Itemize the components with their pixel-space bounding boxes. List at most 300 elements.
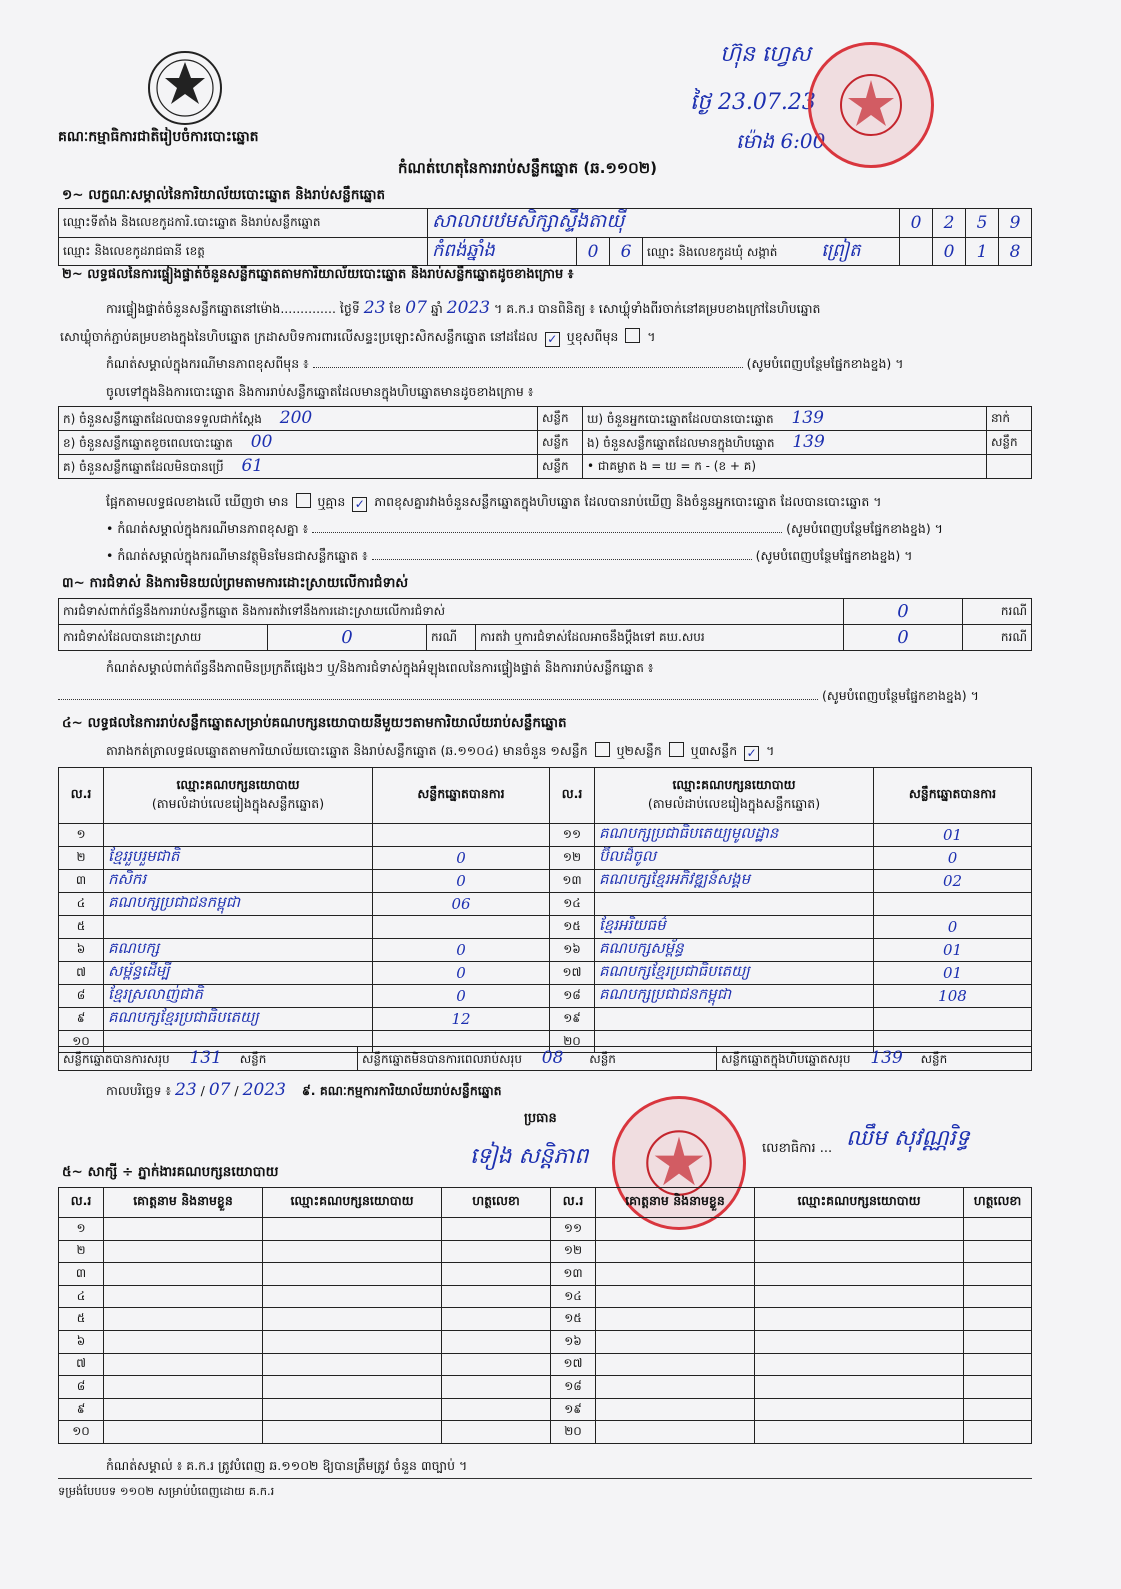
discrepancy-c: ភាពខុសគ្នារវាងចំនួនសន្លឹកឆ្នោតក្នុងហិបឆ្នោត ដែលបានរាប់ឃើញ និងចំនួនអ្នកបោះឆ្នោត ដែលបានបោះឆ្នោត ។ — [374, 494, 882, 509]
voters-label — [583, 407, 987, 431]
chair-signature: ទៀង សន្តិភាព — [470, 1144, 589, 1169]
witness-name[interactable] — [104, 1353, 263, 1376]
witness-no: ១៨ — [551, 1376, 596, 1399]
party-name: ខ្មែររួបរួមជាតិ — [104, 847, 373, 870]
party-result-row — [59, 870, 1032, 893]
witness-signature[interactable] — [442, 1330, 551, 1353]
voters-unit: នាក់ — [987, 407, 1032, 431]
verify-line-1 — [106, 298, 820, 320]
no-discrepancy-checkbox[interactable]: ✓ — [352, 497, 367, 512]
unused-unit: សន្លឹក — [538, 455, 583, 479]
bullet-difference-tail: (សូមបំពេញបន្ថែមផ្នែកខាងខ្នង) ។ — [786, 521, 943, 536]
witness-name[interactable] — [104, 1398, 263, 1421]
witness-no: ១០ — [59, 1421, 104, 1444]
witness-party[interactable] — [263, 1240, 442, 1263]
bullet-nonballot-tail: (សូមបំពេញបន្ថែមផ្នែកខាងខ្នង) ។ — [755, 548, 913, 563]
difference-note-label: កំណត់សម្គាល់ក្នុងករណីមានភាពខុសពីមុន ៖ — [106, 356, 309, 371]
col-party-left — [104, 768, 373, 824]
bullet-difference-text: • កំណត់សម្គាល់ក្នុងករណីមានភាពខុសគ្នា ៖ — [106, 521, 309, 536]
witness-party[interactable] — [263, 1421, 442, 1444]
witness-name[interactable] — [104, 1308, 263, 1331]
location-code-4: 9 — [999, 209, 1032, 238]
w-col-no-left: ល.រ — [59, 1188, 104, 1218]
spoiled-label-text: ខ) ចំនួនសន្លឹកឆ្នោតខូចពេលបោះឆ្នោត — [63, 436, 233, 450]
party-votes: 0 — [874, 916, 1032, 939]
discrepancy-a: ផ្អែកតាមលទ្ធផលខាងលើ ឃើញថា មាន — [106, 494, 289, 509]
total-box-label: សន្លឹកឆ្នោតក្នុងហិបឆ្នោតសរុប — [721, 1052, 851, 1066]
footer-form-ref: ទម្រង់បែបបទ ១១០២ សម្រាប់បំពេញដោយ គ.ក.រ — [58, 1484, 275, 1498]
formula-unit — [987, 455, 1032, 479]
w-col-sign-left: ហត្ថលេខា — [442, 1188, 551, 1218]
witness-party[interactable] — [755, 1421, 964, 1444]
appeal-value: 0 — [844, 625, 963, 651]
irregularity-tail: (សូមបំពេញបន្ថែមផ្នែកខាងខ្នង) ។ — [821, 688, 979, 703]
location-code-1: 0 — [900, 209, 933, 238]
verify-line-1-a: ការផ្ទៀងផ្ទាត់ចំនួនសន្លឹកឆ្នោតនៅម៉ោង.............. ថ្ងៃទី — [106, 301, 360, 316]
witness-party[interactable] — [263, 1285, 442, 1308]
party-no: ៥ — [59, 916, 104, 939]
tally-sheet-b: ឬ២សន្លឹក — [616, 743, 662, 758]
verify-day: 23 — [363, 298, 386, 318]
party-result-row — [59, 985, 1032, 1008]
witness-no: ៩ — [59, 1398, 104, 1421]
section5-title: ៥~ សាក្សី ÷ ភ្នាក់ងារគណបក្សនយោបាយ — [62, 1164, 279, 1180]
witness-no: ២០ — [551, 1421, 596, 1444]
party-no: ២ — [59, 847, 104, 870]
witness-party[interactable] — [755, 1240, 964, 1263]
witness-row — [59, 1285, 1032, 1308]
witness-row — [59, 1421, 1032, 1444]
in-box-label-text: ង) ចំនួនសន្លឹកឆ្នោតដែលមានក្នុងហិបឆ្នោត — [587, 436, 775, 450]
witness-no: ១៧ — [551, 1353, 596, 1376]
one-sheet-checkbox[interactable] — [595, 742, 610, 757]
party-no: ១១ — [550, 824, 595, 847]
col-party-right — [595, 768, 874, 824]
party-results-table — [58, 767, 1032, 1053]
party-name: កសិករ — [104, 870, 373, 893]
unused-label-text: គ) ចំនួនសន្លឹកឆ្នោតដែលមិនបានប្រើ — [63, 460, 224, 474]
witness-party[interactable] — [263, 1330, 442, 1353]
verify-line-2: សោឃ្លុំចាក់ភ្ជាប់គម្របខាងក្នុងនៃហិបឆ្នោត ក្រដាសបិទការពារលើសន្ទះប្រឡោះសិកសន្លឹកឆ្នោត នៅដដែល ✓ ឬខុសពីមុន ។ — [60, 329, 656, 346]
verify-line-1-d: ។ គ.ក.រ បានពិនិត្យ ៖ សោឃ្លុំទាំងពីរចាក់នៅគម្របខាងក្រៅនៃហិបឆ្នោត — [494, 301, 821, 316]
party-no: ១៧ — [550, 962, 595, 985]
witness-party[interactable] — [755, 1330, 964, 1353]
date-label: កាលបរិច្ឆេទ ៖ — [106, 1083, 172, 1098]
spoiled-label — [59, 431, 538, 455]
resolved-unit: ករណី — [427, 625, 476, 651]
tally-sheet-text: តារាងកត់ត្រាលទ្ធផលឆ្នោតតាមការិយាល័យបោះឆ្នោត និងរាប់សន្លឹកឆ្នោត (ឆ.១១០៤) មានចំនួន ១សន្លឹក — [106, 743, 588, 758]
party-name: គណបក្សប្រជាធិបតេយ្យមូលដ្ឋាន — [595, 824, 874, 847]
party-no: ១៩ — [550, 1008, 595, 1031]
witness-no: ៥ — [59, 1308, 104, 1331]
witness-row — [59, 1330, 1032, 1353]
party-votes — [874, 1008, 1032, 1031]
province-code-1: 0 — [577, 238, 610, 266]
col-party-left-sub: (តាមលំដាប់លេខរៀងក្នុងសន្លឹកឆ្នោត) — [151, 795, 325, 811]
party-name: គណបក្សខ្មែរប្រជាធិបតេយ្យ — [595, 962, 874, 985]
location-code-3: 5 — [966, 209, 999, 238]
objection-value: 0 — [844, 599, 963, 625]
col-votes-left: សន្លឹកឆ្នោតបានការ — [373, 768, 550, 824]
party-result-row — [59, 916, 1032, 939]
witness-signature[interactable] — [442, 1421, 551, 1444]
objection-label: ការជំទាស់ពាក់ព័ន្ធនឹងការរាប់សន្លឹកឆ្នោត និងការតវ៉ាទៅនឹងការដោះស្រាយលើការជំទាស់ — [59, 599, 844, 625]
witness-row — [59, 1353, 1032, 1376]
verify-line-1-c: ឆ្នាំ — [430, 301, 443, 316]
commune-code-3: 8 — [999, 238, 1032, 266]
total-valid-label: សន្លឹកឆ្នោតបានការសរុប — [63, 1052, 170, 1066]
bullet-nonballot-dots — [372, 559, 752, 560]
witness-name[interactable] — [596, 1421, 755, 1444]
bullet-nonballot — [106, 548, 912, 567]
witness-signature[interactable] — [442, 1218, 551, 1241]
received-unit: សន្លឹក — [538, 407, 583, 431]
ballot-intro-line: ចូលទៅក្នុងនិងការបោះឆ្នោត និងការរាប់សន្លឹកឆ្នោតដែលមានក្នុងហិបឆ្នោតមានដូចខាងក្រោម ៖ — [106, 384, 534, 399]
party-no: ១២ — [550, 847, 595, 870]
witness-party[interactable] — [263, 1353, 442, 1376]
difference-note-dots — [313, 367, 743, 368]
bullet-difference — [106, 521, 943, 540]
difference-note-tail: (សូមបំពេញបន្ថែមផ្នែកខាងខ្នង) ។ — [746, 356, 904, 371]
location-value: សាលាបឋមសិក្សាស្ទឹងតាយ៉ី — [428, 209, 900, 238]
irregularity-dots-line — [58, 688, 979, 707]
voters-value: 139 — [791, 408, 824, 428]
party-no: ៩ — [59, 1008, 104, 1031]
appeal-label: ការតវ៉ា ឬការជំទាស់ដែលអាចនឹងប្តឹងទៅ គឃ.សបរ — [476, 625, 844, 651]
witness-name[interactable] — [596, 1308, 755, 1331]
province-code-2: 6 — [610, 238, 643, 266]
witness-party[interactable] — [263, 1376, 442, 1399]
province-label: ឈ្មោះ និងលេខកូដរាជធានី ខេត្ត — [59, 238, 428, 266]
nec-logo — [145, 48, 225, 128]
witness-party[interactable] — [263, 1398, 442, 1421]
witness-rows — [59, 1218, 1032, 1444]
witness-name[interactable] — [104, 1285, 263, 1308]
party-votes: 0 — [373, 939, 550, 962]
w-col-party-right: ឈ្មោះគណបក្សនយោបាយ — [755, 1188, 964, 1218]
party-name: គណបក្សប្រជាជនកម្ពុជា — [595, 985, 874, 1008]
official-stamp-top — [808, 42, 934, 168]
unused-value: 61 — [241, 456, 264, 476]
witness-table — [58, 1187, 1032, 1444]
irregularity-note: កំណត់សម្គាល់ពាក់ព័ន្ធនឹងភាពមិនប្រក្រតីផ្សេងៗ ឬ/និងការជំទាស់ក្នុងអំឡុងពេលនៃការផ្ទៀងផ្ទាត់ និងការរាប់សន្លឹកឆ្នោត ៖ — [106, 660, 654, 675]
party-name: គណបក្សប្រជាជនកម្ពុជា — [104, 893, 373, 916]
section1-table — [58, 208, 1032, 266]
party-no: ១៦ — [550, 939, 595, 962]
party-result-row — [59, 962, 1032, 985]
party-votes: 12 — [373, 1008, 550, 1031]
witness-signature[interactable] — [964, 1218, 1032, 1241]
in-box-unit: សន្លឹក — [987, 431, 1032, 455]
witness-no: ៤ — [59, 1285, 104, 1308]
party-result-row — [59, 824, 1032, 847]
party-no: ២០ — [550, 1031, 595, 1053]
org-name: គណៈកម្មាធិការជាតិរៀបចំការបោះឆ្នោត — [58, 129, 259, 145]
witness-name[interactable] — [596, 1330, 755, 1353]
objection-unit: ករណី — [963, 599, 1032, 625]
witness-name[interactable] — [104, 1240, 263, 1263]
verify-line-2-text: សោឃ្លុំចាក់ភ្ជាប់គម្របខាងក្នុងនៃហិបឆ្នោត ក្រដាសបិទការពារលើសន្ទះប្រឡោះសិកសន្លឹកឆ្នោត នៅដដែល — [60, 329, 538, 344]
witness-party[interactable] — [263, 1308, 442, 1331]
received-label — [59, 407, 538, 431]
witness-party[interactable] — [263, 1218, 442, 1241]
party-votes — [373, 916, 550, 939]
party-name — [104, 916, 373, 939]
total-valid-cell — [59, 1047, 358, 1071]
party-votes: 0 — [874, 847, 1032, 870]
secretary-label: លេខាធិការ ... — [762, 1141, 833, 1156]
party-name — [595, 893, 874, 916]
total-box-value: 139 — [870, 1048, 903, 1068]
party-votes: 0 — [373, 870, 550, 893]
total-invalid-unit: សន្លឹក — [589, 1052, 616, 1066]
party-votes — [373, 824, 550, 847]
party-name: គណបក្សខ្មែរអភិវឌ្ឍន៍សង្គម — [595, 870, 874, 893]
top-note-1: ហ៊ុន ហ្វេស — [720, 42, 811, 67]
verify-line-1-b: ខែ — [389, 301, 402, 316]
witness-name[interactable] — [104, 1330, 263, 1353]
difference-note-line — [106, 356, 1030, 375]
witness-no: ៣ — [59, 1263, 104, 1286]
witness-signature[interactable] — [964, 1398, 1032, 1421]
witness-row — [59, 1263, 1032, 1286]
witness-name[interactable] — [104, 1218, 263, 1241]
w-col-no-right: ល.រ — [551, 1188, 596, 1218]
total-valid-value: 131 — [189, 1048, 222, 1068]
witness-party[interactable] — [755, 1308, 964, 1331]
party-votes — [874, 893, 1032, 916]
party-no: ៦ — [59, 939, 104, 962]
emblem-icon — [145, 48, 225, 128]
witness-name[interactable] — [596, 1218, 755, 1241]
witness-signature[interactable] — [964, 1330, 1032, 1353]
col-votes-right: សន្លឹកឆ្នោតបានការ — [874, 768, 1032, 824]
witness-party[interactable] — [755, 1353, 964, 1376]
witness-name[interactable] — [596, 1240, 755, 1263]
witness-name[interactable] — [596, 1285, 755, 1308]
date-line: កាលបរិច្ឆេទ ៖ 23 / 07 / 2023 ៩. គណៈកម្មការការិយាល័យរាប់សន្លឹកឆ្នោត — [106, 1080, 502, 1100]
w-col-party-left: ឈ្មោះគណបក្សនយោបាយ — [263, 1188, 442, 1218]
w-col-name-right: គោត្តនាម និងនាមខ្លួន — [596, 1188, 755, 1218]
party-result-row — [59, 847, 1032, 870]
commune-label-text: ឈ្មោះ និងលេខកូដឃុំ សង្កាត់ — [647, 245, 778, 259]
witness-signature[interactable] — [964, 1421, 1032, 1444]
col-party-left-title: ឈ្មោះគណបក្សនយោបាយ — [176, 776, 300, 792]
voters-label-text: ឃ) ចំនួនអ្នកបោះឆ្នោតដែលបានបោះឆ្នោត — [587, 412, 774, 426]
party-no: ៣ — [59, 870, 104, 893]
top-note-2: ថ្ងៃ 23.07.23 — [690, 90, 816, 115]
witness-signature[interactable] — [964, 1240, 1032, 1263]
witness-no: ១៥ — [551, 1308, 596, 1331]
resolved-label: ការជំទាស់ដែលបានដោះស្រាយ — [59, 625, 268, 651]
total-box-unit: សន្លឹក — [920, 1052, 948, 1066]
witness-signature[interactable] — [442, 1376, 551, 1399]
witness-party[interactable] — [263, 1263, 442, 1286]
w-col-name-left: គោត្តនាម និងនាមខ្លួន — [104, 1188, 263, 1218]
objection-table — [58, 598, 1032, 651]
party-result-row — [59, 1008, 1032, 1031]
party-votes: 06 — [373, 893, 550, 916]
party-name: ខ្មែរអរិយធម៌ — [595, 916, 874, 939]
witness-no: ១២ — [551, 1240, 596, 1263]
total-invalid-cell — [358, 1047, 717, 1071]
party-no: ១៥ — [550, 916, 595, 939]
total-invalid-label: សន្លឹកឆ្នោតមិនបានការពេលរាប់សរុប — [362, 1052, 522, 1066]
top-note-3: ម៉ោង 6:00 — [736, 129, 826, 153]
received-label-text: ក) ចំនួនសន្លឹកឆ្នោតដែលបានទទួលជាក់ស្តែង — [63, 412, 262, 426]
has-discrepancy-checkbox[interactable] — [296, 493, 311, 508]
ballot-count-table — [58, 406, 1032, 479]
formula-label: • ជាគម្លាត ង = ឃ = ក - (ខ + គ) — [583, 455, 987, 479]
party-votes: 01 — [874, 939, 1032, 962]
party-name — [104, 824, 373, 847]
stamp-emblem-icon — [836, 70, 906, 140]
witness-no: ៦ — [59, 1330, 104, 1353]
party-no: ១៨ — [550, 985, 595, 1008]
party-no: ១៣ — [550, 870, 595, 893]
witness-name[interactable] — [596, 1376, 755, 1399]
witness-signature[interactable] — [964, 1308, 1032, 1331]
in-box-label — [583, 431, 987, 455]
section2-title: ២~ លទ្ធផលនៃការផ្ទៀងផ្ទាត់ចំនួនសន្លឹកឆ្នោតតាមការិយាល័យបោះឆ្នោត និងរាប់សន្លឹកឆ្នោតដូចខាងក្រោម ៖ — [62, 267, 574, 282]
province-value: កំពង់ឆ្នាំង — [428, 238, 577, 266]
spoiled-value: 00 — [250, 432, 273, 452]
tally-sheet-line: តារាងកត់ត្រាលទ្ធផលឆ្នោតតាមការិយាល័យបោះឆ្នោត និងរាប់សន្លឹកឆ្នោត (ឆ.១១០៤) មានចំនួន ១សន្លឹក ឬ២សន្លឹក ឬ៣សន្លឹក ✓ ។ — [106, 743, 775, 760]
received-value: 200 — [279, 408, 313, 428]
two-sheets-checkbox[interactable] — [669, 742, 684, 757]
witness-name[interactable] — [596, 1398, 755, 1421]
in-box-value: 139 — [792, 432, 825, 452]
witness-signature[interactable] — [442, 1240, 551, 1263]
witness-signature[interactable] — [964, 1353, 1032, 1376]
discrepancy-line — [106, 493, 881, 513]
witness-signature[interactable] — [442, 1263, 551, 1286]
party-name: ខ្មែរស្រលាញ់ជាតិ — [104, 985, 373, 1008]
witness-name[interactable] — [104, 1421, 263, 1444]
form-title: កំណត់ហេតុនៃការរាប់សន្លឹកឆ្នោត (ឆ.១១០២) — [398, 159, 658, 177]
party-votes: 0 — [373, 962, 550, 985]
section1-title: ១~ លក្ខណៈសម្គាល់នៃការិយាល័យបោះឆ្នោត និងរាប់សន្លឹកឆ្នោត — [62, 187, 386, 203]
witness-party[interactable] — [755, 1376, 964, 1399]
total-box-cell — [717, 1047, 1032, 1071]
col-party-right-title: ឈ្មោះគណបក្សនយោបាយ — [672, 776, 796, 792]
irregularity-dots — [58, 699, 818, 700]
party-votes: 0 — [373, 985, 550, 1008]
party-result-row — [59, 939, 1032, 962]
witness-name[interactable] — [596, 1263, 755, 1286]
witness-row — [59, 1308, 1032, 1331]
verify-month: 07 — [405, 298, 427, 318]
col-party-right-sub: (តាមលំដាប់លេខរៀងក្នុងសន្លឹកឆ្នោត) — [647, 795, 821, 811]
date-day: 23 — [175, 1080, 197, 1100]
witness-no: ១៣ — [551, 1263, 596, 1286]
witness-name[interactable] — [596, 1353, 755, 1376]
witness-name[interactable] — [104, 1263, 263, 1286]
footer-rule — [58, 1478, 1032, 1479]
party-no: ៤ — [59, 893, 104, 916]
witness-signature[interactable] — [442, 1398, 551, 1421]
witness-party[interactable] — [755, 1285, 964, 1308]
tally-sheet-c: ឬ៣សន្លឹក — [690, 743, 738, 758]
commune-code-2: 1 — [966, 238, 999, 266]
party-votes: 02 — [874, 870, 1032, 893]
witness-no: ១៤ — [551, 1285, 596, 1308]
witness-row — [59, 1376, 1032, 1399]
witness-row — [59, 1218, 1032, 1241]
three-sheets-checkbox[interactable]: ✓ — [744, 746, 759, 761]
witness-signature[interactable] — [442, 1285, 551, 1308]
party-votes: 0 — [373, 847, 550, 870]
commune-code-blank — [900, 238, 933, 266]
resolved-value: 0 — [268, 625, 427, 651]
witness-no: ៧ — [59, 1353, 104, 1376]
party-result-row — [59, 893, 1032, 916]
footer-note: កំណត់សម្គាល់ ៖ គ.ក.រ ត្រូវបំពេញ ឆ.១១០២ ឱ្យបានត្រឹមត្រូវ ចំនួន ៣ច្បាប់ ។ — [106, 1458, 468, 1473]
party-name: គណបក្សសម្ព័ន្ធ — [595, 939, 874, 962]
same-checkbox[interactable]: ✓ — [545, 332, 560, 347]
location-code-2: 2 — [933, 209, 966, 238]
chair-label: ប្រធាន — [524, 1111, 557, 1126]
witness-no: ១១ — [551, 1218, 596, 1241]
section4-title: ៤~ លទ្ធផលនៃការរាប់សន្លឹកឆ្នោតសម្រាប់គណបក្សនយោបាយនីមួយៗតាមការិយាល័យរាប់សន្លឹកឆ្នោត — [62, 715, 567, 731]
witness-party[interactable] — [755, 1398, 964, 1421]
appeal-unit: ករណី — [963, 625, 1032, 651]
bullet-nonballot-text: • កំណត់សម្គាល់ក្នុងករណីមានវត្ថុមិនមែនជាសន្លឹកឆ្នោត ៖ — [106, 548, 368, 563]
witness-row — [59, 1398, 1032, 1421]
committee-label: ៩. គណៈកម្មការការិយាល័យរាប់សន្លឹកឆ្នោត — [301, 1083, 502, 1098]
party-rows — [59, 824, 1032, 1053]
witness-row — [59, 1240, 1032, 1263]
total-valid-unit: សន្លឹក — [239, 1052, 267, 1066]
witness-signature[interactable] — [964, 1285, 1032, 1308]
witness-signature[interactable] — [964, 1263, 1032, 1286]
party-votes: 108 — [874, 985, 1032, 1008]
witness-no: ១៦ — [551, 1330, 596, 1353]
secretary-signature: ឈឹម សុវណ្ណរិទ្ធ — [846, 1126, 970, 1151]
spoiled-unit: សន្លឹក — [538, 431, 583, 455]
witness-no: ១ — [59, 1218, 104, 1241]
verify-year: 2023 — [446, 298, 491, 318]
witness-no: ៨ — [59, 1376, 104, 1399]
party-no: ១ — [59, 824, 104, 847]
witness-signature[interactable] — [964, 1376, 1032, 1399]
unused-label — [59, 455, 538, 479]
col-no-right: ល.រ — [550, 768, 595, 824]
witness-party[interactable] — [755, 1218, 964, 1241]
witness-party[interactable] — [755, 1263, 964, 1286]
location-label: ឈ្មោះទីតាំង និងលេខកូដការិ.បោះឆ្នោត និងរាប់សន្លឹកឆ្នោត — [59, 209, 428, 238]
verify-line-2-b: ឬខុសពីមុន — [566, 329, 619, 344]
witness-name[interactable] — [104, 1376, 263, 1399]
w-col-sign-right: ហត្ថលេខា — [964, 1188, 1032, 1218]
party-no: ១៤ — [550, 893, 595, 916]
party-votes: 01 — [874, 962, 1032, 985]
commune-code-1: 0 — [933, 238, 966, 266]
party-votes: 01 — [874, 824, 1032, 847]
party-name: ប៊ីលដ៏ចូល — [595, 847, 874, 870]
party-name: សម្ព័ន្ធដើម្បី — [104, 962, 373, 985]
different-checkbox[interactable] — [625, 328, 640, 343]
date-year: 2023 — [242, 1080, 286, 1100]
totals-table — [58, 1046, 1032, 1071]
party-name: គណបក្ស — [104, 939, 373, 962]
witness-signature[interactable] — [442, 1308, 551, 1331]
party-name — [595, 1008, 874, 1031]
party-no: ៨ — [59, 985, 104, 1008]
witness-signature[interactable] — [442, 1353, 551, 1376]
party-no: ៧ — [59, 962, 104, 985]
witness-no: ១៩ — [551, 1398, 596, 1421]
